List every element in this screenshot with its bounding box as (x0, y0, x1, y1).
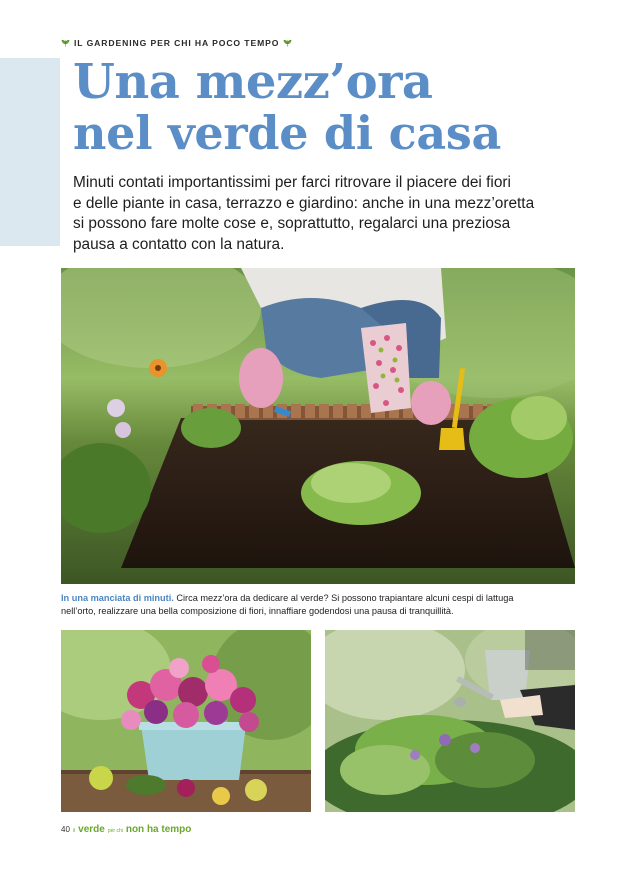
lead-line: Minuti contati importantissimi per farci ritrovare il piacere dei fiori (73, 174, 511, 191)
lead-line: e delle piante in casa, terrazzo e giardino: anche in una mezz’oretta (73, 194, 535, 212)
watering-plants-photo (325, 630, 575, 812)
photo-caption (61, 592, 575, 618)
caption-line-2: nell’orto, realizzare una bella composizione di fiori, innaffiare godendosi una pausa di tranquillità. (61, 606, 454, 616)
lead-paragraph (73, 173, 543, 255)
lead-line: pausa a contatto con la natura. (73, 235, 285, 253)
caption-text: Circa mezz’ora da dedicare al verde? Si possono trapiantare alcuni cespi di lattuga (173, 593, 514, 603)
brand-prefix: il (72, 828, 76, 834)
article-title (73, 56, 501, 158)
kicker-text: IL GARDENING PER CHI HA POCO TEMPO (74, 38, 280, 48)
brand-verde: verde (78, 824, 105, 835)
leaf-icon (283, 38, 292, 48)
page-number: 40 (61, 825, 70, 834)
brand-mid: per chi (107, 828, 123, 834)
caption-line-1 (61, 592, 575, 605)
lead-line: si possono fare molte cose e, soprattutto, regalarci una preziosa (73, 215, 511, 232)
flower-arrangement-photo (61, 630, 311, 812)
leaf-icon (61, 38, 70, 48)
page-footer (61, 824, 191, 836)
title-line-1: Una mezz’ora (73, 54, 433, 110)
brand-tail: non ha tempo (125, 824, 192, 835)
caption-lead-in: In una manciata di minuti. (61, 593, 174, 603)
title-line-2: nel verde di casa (73, 106, 501, 160)
main-garden-photo (61, 268, 575, 584)
section-kicker (61, 36, 292, 50)
side-color-tab (0, 58, 60, 246)
